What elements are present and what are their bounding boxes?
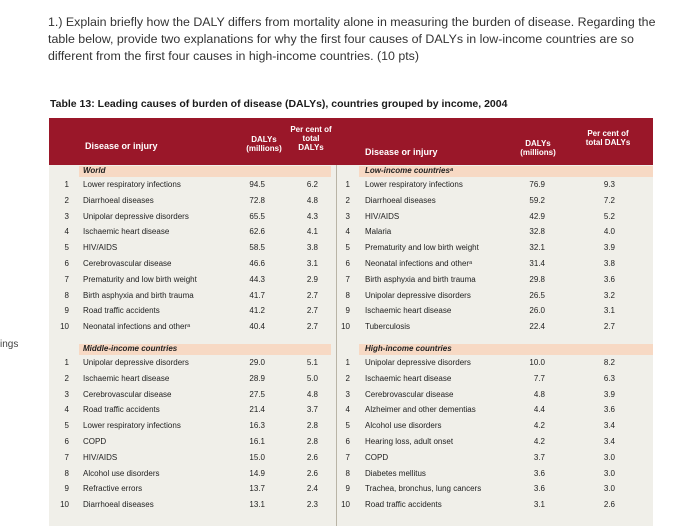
dalys-cell: 4.2 xyxy=(533,437,545,446)
rank-cell: 3 xyxy=(64,389,69,399)
dalys-cell: 15.0 xyxy=(249,452,265,462)
dalys-cell: 94.5 xyxy=(249,180,265,189)
percent-cell: 4.0 xyxy=(603,227,615,237)
dalys-cell: 58.5 xyxy=(249,243,265,253)
percent-cell: 9.3 xyxy=(603,180,615,189)
dalys-cell: 29.8 xyxy=(529,274,545,284)
dalys-cell: 72.8 xyxy=(249,195,265,205)
rank-cell: 4 xyxy=(345,227,350,237)
dalys-cell: 10.0 xyxy=(529,358,545,367)
rank-cell: 6 xyxy=(345,259,350,268)
dalys-cell: 32.8 xyxy=(529,227,545,237)
dalys-cell: 13.7 xyxy=(249,484,265,494)
disease-cell: Diarrhoeal diseases xyxy=(83,500,154,510)
dalys-cell: 46.6 xyxy=(249,259,265,268)
disease-cell: COPD xyxy=(83,437,107,446)
percent-cell: 3.7 xyxy=(306,405,318,415)
percent-cell: 2.8 xyxy=(306,437,318,446)
rank-cell: 5 xyxy=(345,243,350,253)
disease-cell: Road traffic accidents xyxy=(83,306,160,316)
dalys-cell: 3.7 xyxy=(533,452,545,462)
disease-cell: Lower respiratory infections xyxy=(365,180,463,189)
percent-cell: 6.2 xyxy=(306,180,318,189)
disease-cell: Cerebrovascular disease xyxy=(83,259,172,268)
rank-cell: 1 xyxy=(64,358,69,367)
rank-cell: 10 xyxy=(341,322,350,332)
rank-cell: 2 xyxy=(64,195,69,205)
rank-cell: 7 xyxy=(345,274,350,284)
percent-cell: 3.9 xyxy=(603,389,615,399)
percent-cell: 5.1 xyxy=(306,358,318,367)
dalys-cell: 41.7 xyxy=(249,290,265,300)
disease-cell: Alcohol use disorders xyxy=(83,468,160,478)
dalys-cell: 16.1 xyxy=(249,437,265,446)
rank-cell: 2 xyxy=(345,373,350,383)
rank-cell: 10 xyxy=(341,500,350,510)
percent-cell: 3.0 xyxy=(603,484,615,494)
disease-cell: Lower respiratory infections xyxy=(83,180,181,189)
dalys-cell: 27.5 xyxy=(249,389,265,399)
table-caption: Table 13: Leading causes of burden of disease (DALYs), countries grouped by income, 2004 xyxy=(50,98,508,110)
percent-cell: 2.7 xyxy=(603,322,615,332)
rank-cell: 3 xyxy=(345,211,350,221)
rank-cell: 7 xyxy=(64,274,69,284)
daly-table xyxy=(49,118,653,526)
dalys-cell: 65.5 xyxy=(249,211,265,221)
dalys-cell: 32.1 xyxy=(529,243,545,253)
dalys-cell: 31.4 xyxy=(529,259,545,268)
percent-cell: 3.9 xyxy=(603,243,615,253)
rank-cell: 9 xyxy=(345,306,350,316)
percent-cell: 3.0 xyxy=(603,452,615,462)
percent-cell: 2.7 xyxy=(306,290,318,300)
disease-cell: Cerebrovascular disease xyxy=(365,389,454,399)
disease-cell: HIV/AIDS xyxy=(365,211,400,221)
percent-cell: 3.4 xyxy=(603,421,615,431)
header-percent: Per cent of total DALYs xyxy=(290,125,332,152)
percent-cell: 7.2 xyxy=(603,195,615,205)
percent-cell: 2.3 xyxy=(306,500,318,510)
disease-cell: HIV/AIDS xyxy=(83,452,118,462)
rank-cell: 2 xyxy=(64,373,69,383)
rank-cell: 1 xyxy=(345,180,350,189)
dalys-cell: 16.3 xyxy=(249,421,265,431)
table-header xyxy=(49,118,653,165)
disease-cell: Diabetes mellitus xyxy=(365,468,426,478)
dalys-cell: 42.9 xyxy=(529,211,545,221)
rank-cell: 3 xyxy=(64,211,69,221)
rank-cell: 9 xyxy=(64,306,69,316)
header-disease: Disease or injury xyxy=(85,141,158,151)
percent-cell: 3.4 xyxy=(603,437,615,446)
rank-cell: 4 xyxy=(64,405,69,415)
dalys-cell: 4.8 xyxy=(533,389,545,399)
disease-cell: Ischaemic heart disease xyxy=(365,306,452,316)
percent-cell: 3.1 xyxy=(306,259,318,268)
percent-cell: 2.6 xyxy=(306,468,318,478)
dalys-cell: 3.1 xyxy=(533,500,545,510)
rank-cell: 1 xyxy=(345,358,350,367)
percent-cell: 2.7 xyxy=(306,322,318,332)
rank-cell: 7 xyxy=(345,452,350,462)
rank-cell: 6 xyxy=(345,437,350,446)
rank-cell: 6 xyxy=(64,437,69,446)
disease-cell: Alzheimer and other dementias xyxy=(365,405,476,415)
rank-cell: 1 xyxy=(64,180,69,189)
cropped-side-text: ings xyxy=(0,339,19,350)
dalys-cell: 26.0 xyxy=(529,306,545,316)
dalys-cell: 76.9 xyxy=(529,180,545,189)
disease-cell: Road traffic accidents xyxy=(83,405,160,415)
disease-cell: Birth asphyxia and birth trauma xyxy=(365,274,476,284)
dalys-cell: 4.2 xyxy=(533,421,545,431)
percent-cell: 2.8 xyxy=(306,421,318,431)
rank-cell: 4 xyxy=(345,405,350,415)
percent-cell: 4.8 xyxy=(306,195,318,205)
dalys-cell: 7.7 xyxy=(533,373,545,383)
rank-cell: 5 xyxy=(64,421,69,431)
disease-cell: Trachea, bronchus, lung cancers xyxy=(365,484,482,494)
rank-cell: 10 xyxy=(60,322,69,332)
segment-label: Middle-income countries xyxy=(83,344,178,353)
dalys-cell: 13.1 xyxy=(249,500,265,510)
dalys-cell: 62.6 xyxy=(249,227,265,237)
rank-cell: 10 xyxy=(60,500,69,510)
rank-cell: 8 xyxy=(64,468,69,478)
dalys-cell: 21.4 xyxy=(249,405,265,415)
dalys-cell: 41.2 xyxy=(249,306,265,316)
dalys-cell: 14.9 xyxy=(249,468,265,478)
disease-cell: HIV/AIDS xyxy=(83,243,118,253)
disease-cell: Lower respiratory infections xyxy=(83,421,181,431)
header-percent-right: Per cent of total DALYs xyxy=(585,129,631,147)
header-dalys-right: DALYs (millions) xyxy=(520,139,556,157)
rank-cell: 2 xyxy=(345,195,350,205)
disease-cell: Alcohol use disorders xyxy=(365,421,442,431)
rank-cell: 5 xyxy=(345,421,350,431)
percent-cell: 3.6 xyxy=(603,274,615,284)
segment-label: World xyxy=(83,166,106,175)
percent-cell: 3.2 xyxy=(603,290,615,300)
disease-cell: Prematurity and low birth weight xyxy=(365,243,479,253)
percent-cell: 2.4 xyxy=(306,484,318,494)
dalys-cell: 26.5 xyxy=(529,290,545,300)
percent-cell: 2.6 xyxy=(603,500,615,510)
header-dalys: DALYs (millions) xyxy=(246,135,282,153)
segment-band xyxy=(79,166,331,177)
disease-cell: Neonatal infections and otherᵃ xyxy=(365,259,473,268)
percent-cell: 4.1 xyxy=(306,227,318,237)
rank-cell: 6 xyxy=(64,259,69,268)
dalys-cell: 22.4 xyxy=(529,322,545,332)
disease-cell: Unipolar depressive disorders xyxy=(83,211,189,221)
percent-cell: 5.2 xyxy=(603,211,615,221)
disease-cell: Cerebrovascular disease xyxy=(83,389,172,399)
rank-cell: 8 xyxy=(345,290,350,300)
disease-cell: Ischaemic heart disease xyxy=(365,373,452,383)
header-disease-right: Disease or injury xyxy=(365,147,438,157)
disease-cell: Neonatal infections and otherᵃ xyxy=(83,322,191,332)
percent-cell: 2.6 xyxy=(306,452,318,462)
dalys-cell: 29.0 xyxy=(249,358,265,367)
segment-label: Low-income countriesᵃ xyxy=(365,166,453,175)
disease-cell: Prematurity and low birth weight xyxy=(83,274,197,284)
rank-cell: 5 xyxy=(64,243,69,253)
rank-cell: 8 xyxy=(345,468,350,478)
disease-cell: Refractive errors xyxy=(83,484,143,494)
disease-cell: Tuberculosis xyxy=(365,322,411,332)
percent-cell: 3.0 xyxy=(603,468,615,478)
disease-cell: Malaria xyxy=(365,227,392,237)
disease-cell: Diarrhoeal diseases xyxy=(83,195,154,205)
dalys-cell: 3.6 xyxy=(533,468,545,478)
question-text: 1.) Explain briefly how the DALY differs from mortality alone in measuring the burden of disease. Regarding the table below, provide two explanations for why the first four causes of DALYs in low-income countries are so different from the first four causes in high-income countries. (10 pts) xyxy=(48,15,656,63)
rank-cell: 8 xyxy=(64,290,69,300)
percent-cell: 3.1 xyxy=(603,306,615,316)
disease-cell: Unipolar depressive disorders xyxy=(83,358,189,367)
disease-cell: Road traffic accidents xyxy=(365,500,442,510)
rank-cell: 9 xyxy=(64,484,69,494)
percent-cell: 3.8 xyxy=(603,259,615,268)
rank-cell: 4 xyxy=(64,227,69,237)
percent-cell: 2.7 xyxy=(306,306,318,316)
disease-cell: Birth asphyxia and birth trauma xyxy=(83,290,194,300)
rank-cell: 3 xyxy=(345,389,350,399)
segment-label: High-income countries xyxy=(365,344,452,353)
percent-cell: 4.3 xyxy=(306,211,318,221)
percent-cell: 6.3 xyxy=(603,373,615,383)
disease-cell: Unipolar depressive disorders xyxy=(365,358,471,367)
percent-cell: 3.8 xyxy=(306,243,318,253)
dalys-cell: 59.2 xyxy=(529,195,545,205)
dalys-cell: 28.9 xyxy=(249,373,265,383)
rank-cell: 9 xyxy=(345,484,350,494)
dalys-cell: 44.3 xyxy=(249,274,265,284)
percent-cell: 4.8 xyxy=(306,389,318,399)
percent-cell: 8.2 xyxy=(603,358,615,367)
dalys-cell: 3.6 xyxy=(533,484,545,494)
dalys-cell: 4.4 xyxy=(533,405,545,415)
disease-cell: Ischaemic heart disease xyxy=(83,373,170,383)
percent-cell: 3.6 xyxy=(603,405,615,415)
disease-cell: Unipolar depressive disorders xyxy=(365,290,471,300)
disease-cell: Diarrhoeal diseases xyxy=(365,195,436,205)
percent-cell: 2.9 xyxy=(306,274,318,284)
percent-cell: 5.0 xyxy=(306,373,318,383)
disease-cell: Ischaemic heart disease xyxy=(83,227,170,237)
dalys-cell: 40.4 xyxy=(249,322,265,332)
disease-cell: COPD xyxy=(365,452,389,462)
disease-cell: Hearing loss, adult onset xyxy=(365,437,454,446)
rank-cell: 7 xyxy=(64,452,69,462)
